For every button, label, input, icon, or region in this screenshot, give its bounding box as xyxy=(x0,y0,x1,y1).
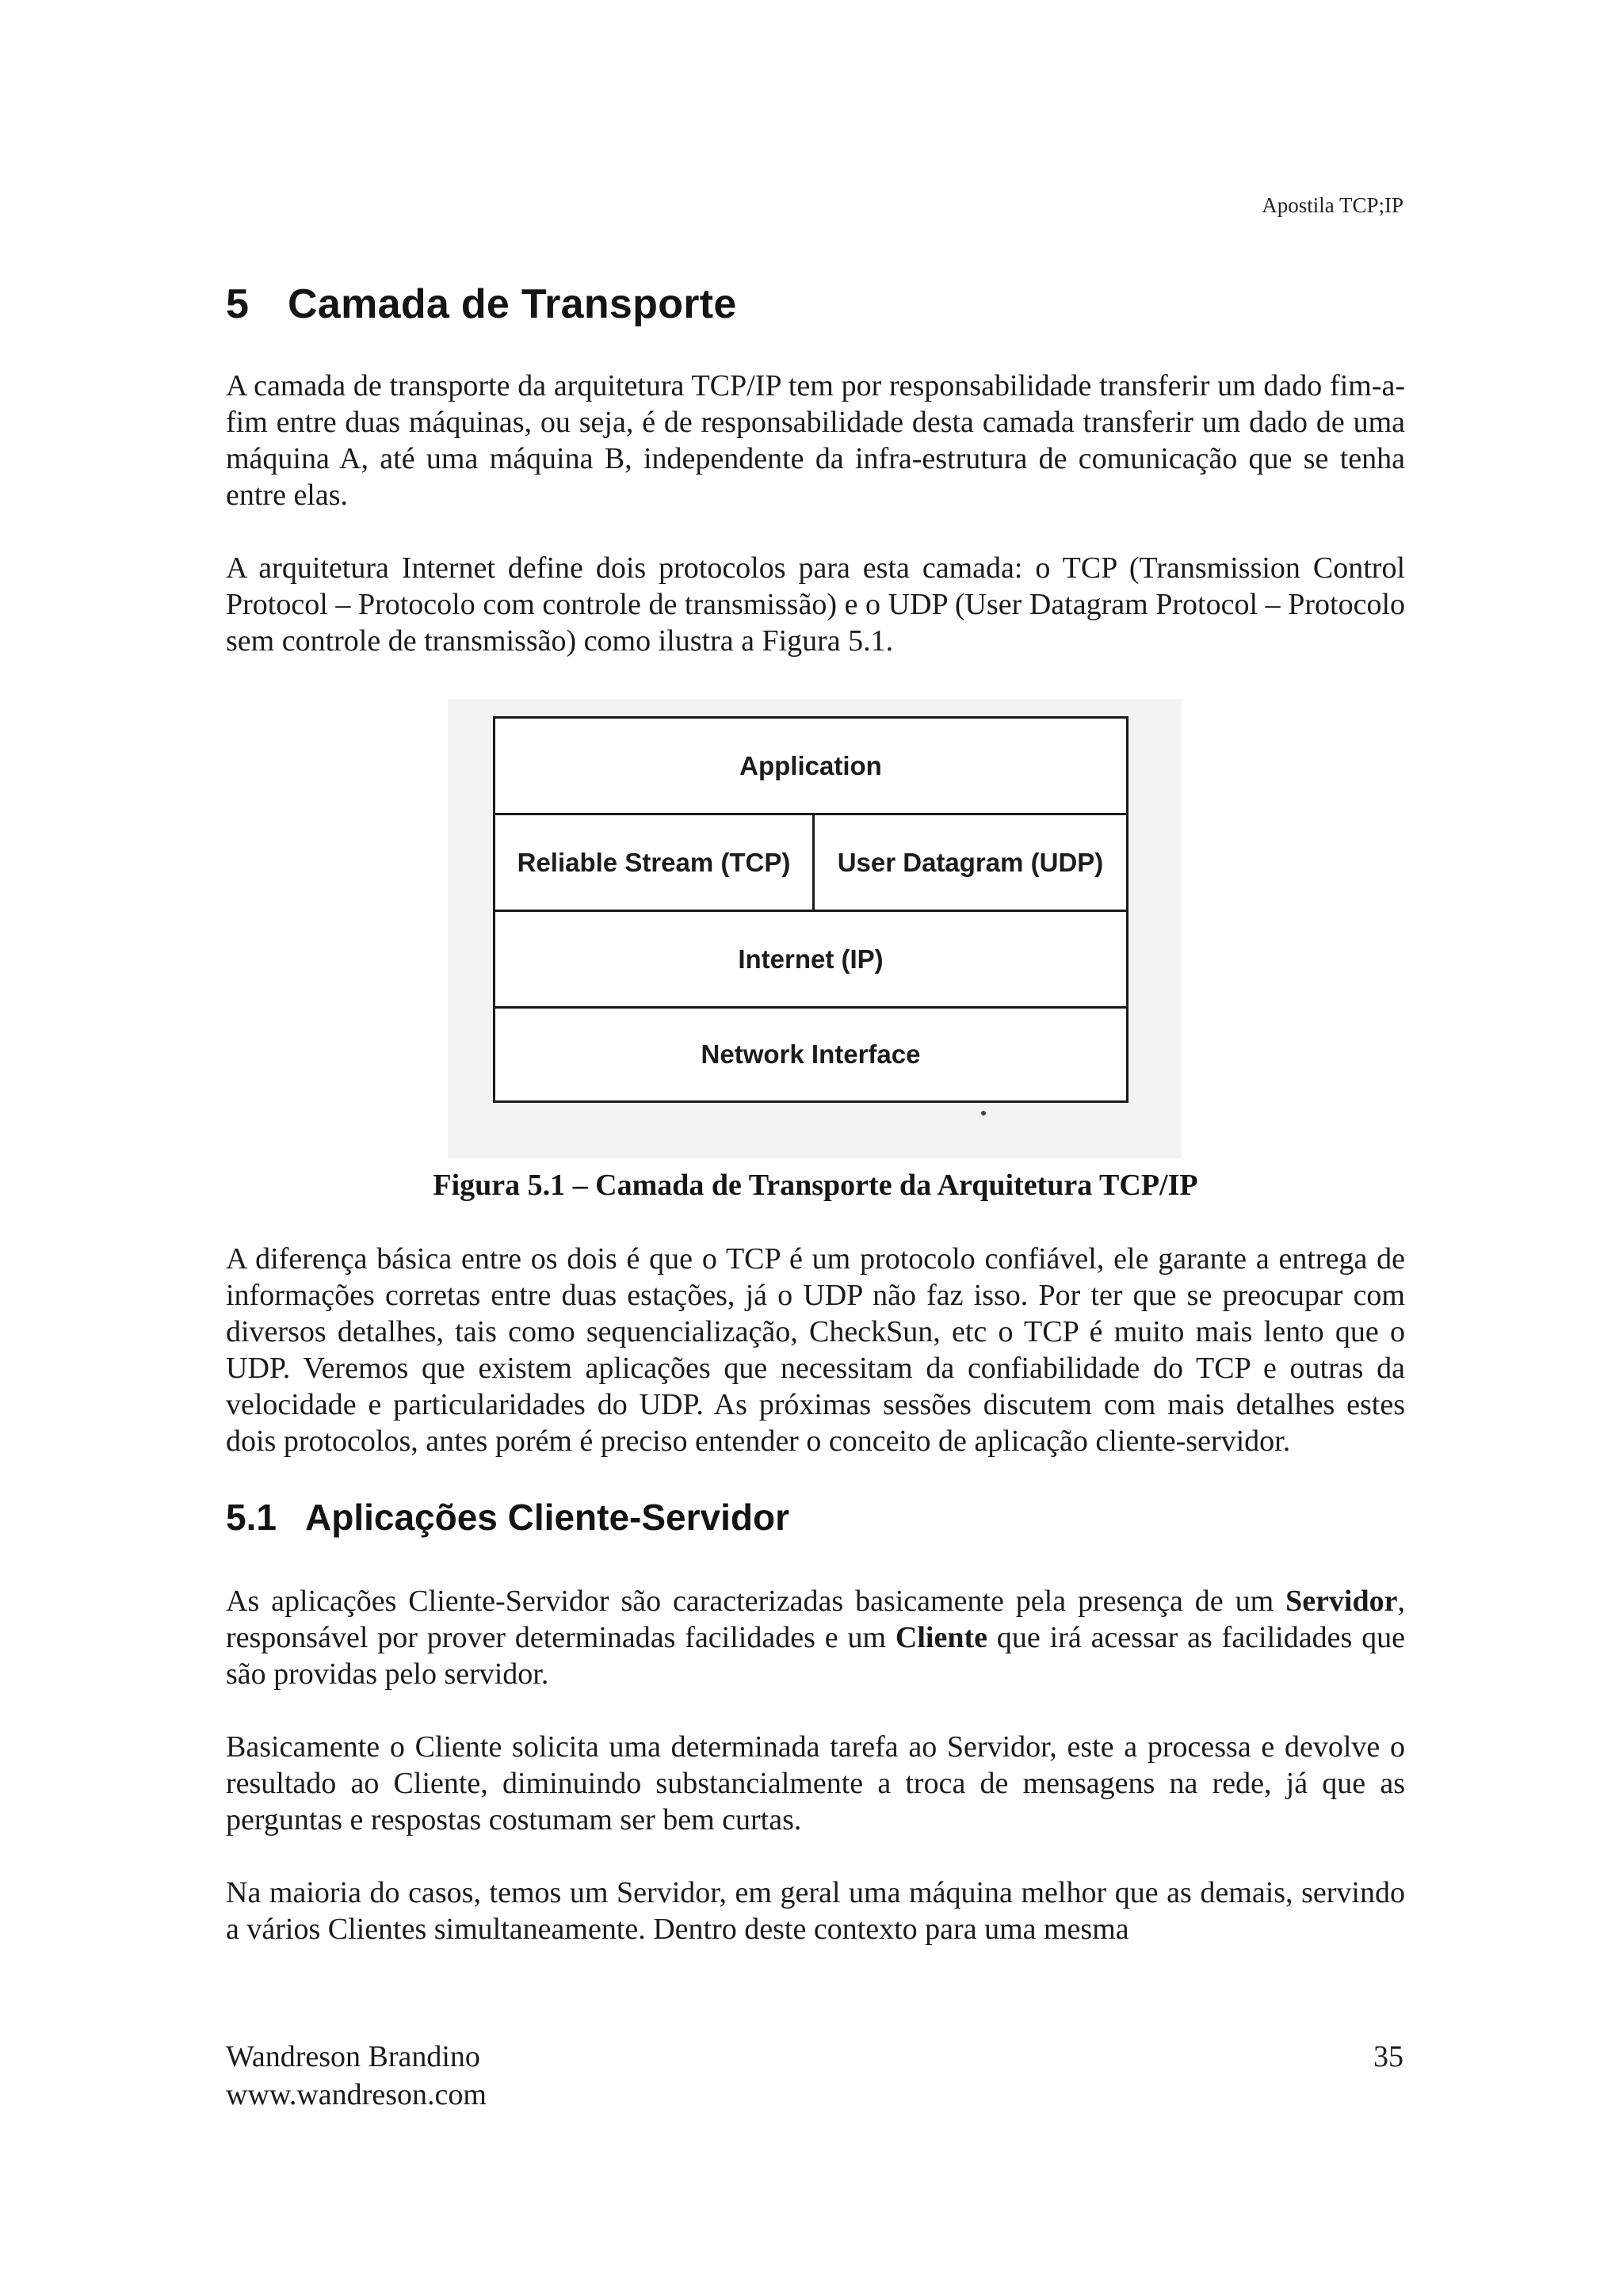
layer-internet: Internet (IP) xyxy=(495,912,1126,1009)
bold-term-servidor: Servidor xyxy=(1285,1585,1398,1618)
chapter-title-text: Camada de Transporte xyxy=(288,281,737,327)
running-header: Apostila TCP;IP xyxy=(1262,193,1403,217)
text-run: , responsável por prover determinadas facilidades e um xyxy=(226,1585,1405,1654)
footer-author-block xyxy=(226,2038,487,2114)
section-title xyxy=(226,1496,1405,1539)
page-content xyxy=(226,280,1405,1947)
layer-network-interface: Network Interface xyxy=(701,1039,921,1069)
paragraph-intro: A camada de transporte da arquitetura TCP/IP tem por responsabilidade transferir um dado fim-a-fim entre duas máquinas, ou seja, é de responsabilidade desta camada transferir um dado de uma máquina A, até uma máquina B, independente da infra-estrutura de comunicação que se tenha entre elas. xyxy=(226,369,1405,512)
chapter-title xyxy=(226,280,1405,328)
figure-tcpip-stack xyxy=(226,699,1405,1166)
layer-application: Application xyxy=(495,719,1126,815)
footer-website: www.wandreson.com xyxy=(226,2078,487,2111)
footer-author: Wandreson Brandino xyxy=(226,2040,480,2073)
bold-term-cliente: Cliente xyxy=(895,1621,987,1654)
text-run: As aplicações Cliente-Servidor são caracterizadas basicamente pela presença de um xyxy=(226,1585,1286,1618)
layer-udp: User Datagram (UDP) xyxy=(837,847,1104,877)
figure-caption: Figura 5.1 – Camada de Transporte da Arquitetura TCP/IP xyxy=(433,1169,1198,1202)
layer-transport xyxy=(495,815,1126,912)
paragraph-protocols: A arquitetura Internet define dois protocolos para esta camada: o TCP (Transmission Control Protocol – Protocolo com controle de transmissão) e o UDP (User Datagram Protocol – Protocolo sem controle de transmissão) como ilustra a Figura 5.1. xyxy=(226,551,1405,658)
paragraph-difference: A diferença básica entre os dois é que o TCP é um protocolo confiável, ele garante a entrega de informações corretas entre duas estações, já o UDP não faz isso. Por ter que se preocupar com diversos detalhes, tais como sequencialização, CheckSun, etc o TCP é muito mais lento que o UDP. Veremos que existem aplicações que necessitam da confiabilidade do TCP e outras da velocidade e particularidades do UDP. As próximas sessões discutem com mais detalhes estes dois protocolos, antes porém é preciso entender o conceito de aplicação cliente-servidor. xyxy=(226,1242,1405,1458)
layer-tcp: Reliable Stream (TCP) xyxy=(495,815,815,910)
paragraph-server-clients: Na maioria do casos, temos um Servidor, em geral uma máquina melhor que as demais, servindo a vários Clientes simultaneamente. Dentro deste contexto para uma mesma xyxy=(226,1876,1405,1946)
footer-page-number: 35 xyxy=(1373,2040,1403,2073)
section-number: 5.1 xyxy=(226,1497,277,1538)
paragraph-client-server xyxy=(226,1583,1405,1692)
scan-speck xyxy=(981,1111,986,1116)
chapter-number: 5 xyxy=(226,281,250,327)
text-run: que irá acessar as facilidades que são providas pelo servidor. xyxy=(226,1621,1405,1691)
paragraph-basic-flow: Basicamente o Cliente solicita uma determinada tarefa ao Servidor, este a processa e devolve o resultado ao Cliente, diminuindo substancialmente a troca de mensagens na rede, já que as perguntas e respostas costumam ser bem curtas. xyxy=(226,1730,1405,1836)
section-title-text: Aplicações Cliente-Servidor xyxy=(305,1497,789,1538)
layer-stack-diagram xyxy=(493,716,1128,1103)
